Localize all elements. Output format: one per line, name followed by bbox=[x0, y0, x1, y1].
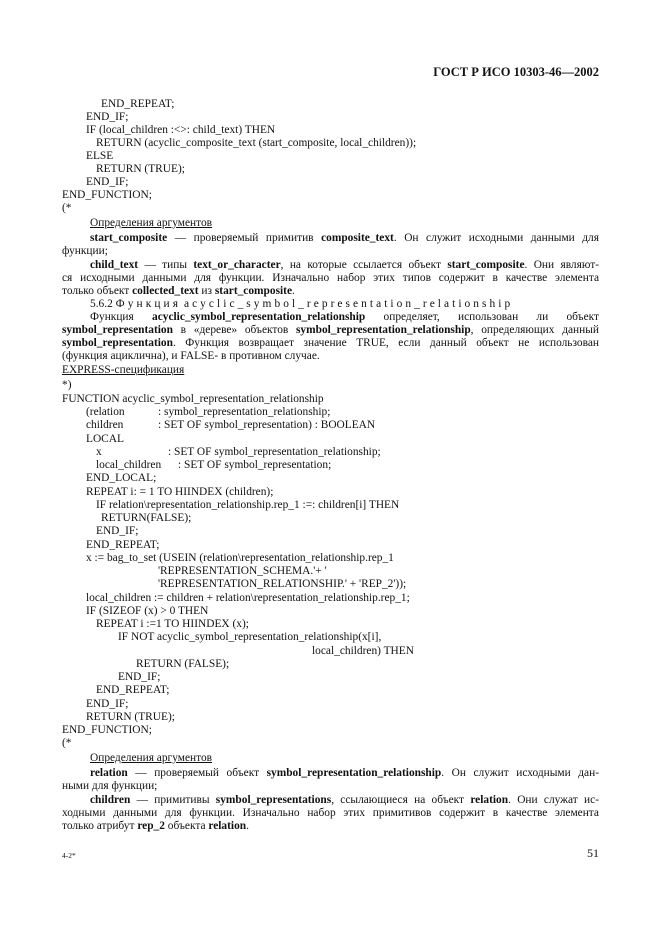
section-number: 5.6.2 bbox=[90, 298, 113, 310]
express-heading: EXPRESS-спецификация bbox=[62, 364, 185, 376]
args-heading: Определения аргументов bbox=[90, 217, 213, 229]
code-line: IF (local_children :<>: child_text) THEN bbox=[86, 124, 276, 136]
code-line: local_children := children + relation\representation_relationship.rep_1; bbox=[86, 592, 410, 604]
code-line: RETURN (TRUE); bbox=[96, 163, 185, 175]
code-line: : SET OF symbol_representation) : BOOLEAN bbox=[158, 419, 376, 431]
section-paragraph-line: symbol_representation в «дереве» объектов symbol_representation_relationship, определяющих данный bbox=[62, 324, 599, 336]
code-line: END_FUNCTION; bbox=[62, 189, 152, 201]
section-paragraph-line: (функция ациклична), и FALSE- в противном случае. bbox=[62, 350, 320, 362]
section-label: Функция bbox=[115, 298, 182, 310]
args-heading: Определения аргументов bbox=[90, 752, 213, 764]
section-heading bbox=[90, 298, 513, 311]
code-line: 'REPRESENTATION_RELATIONSHIP.' + 'REP_2')); bbox=[158, 578, 407, 590]
arg-term: relation bbox=[90, 767, 128, 779]
code-line: RETURN (acyclic_composite_text (start_composite, local_children)); bbox=[96, 137, 417, 149]
code-line: END_REPEAT; bbox=[101, 98, 175, 110]
code-line: REPEAT i :=1 TO HIINDEX (x); bbox=[96, 618, 249, 630]
footer-signature-mark: 4-2* bbox=[62, 851, 76, 860]
code-line: END_IF; bbox=[96, 525, 139, 537]
code-line: END_FUNCTION; bbox=[62, 724, 152, 736]
code-line: : SET OF symbol_representation; bbox=[178, 459, 332, 471]
code-line: children bbox=[86, 419, 124, 431]
code-line: IF relation\representation_relationship.rep_1 :=: children[i] THEN bbox=[96, 499, 400, 511]
section-paragraph-line: symbol_representation. Функция возвращает значение TRUE, если данный объект не использован bbox=[62, 337, 599, 349]
arg-paragraph-line: relation — проверяемый объект symbol_representation_relationship. Он служит исходными дан- bbox=[90, 767, 599, 779]
code-line: RETURN (FALSE); bbox=[136, 658, 230, 670]
code-line: : symbol_representation_relationship; bbox=[158, 406, 331, 418]
arg-term: children bbox=[90, 794, 131, 806]
code-line: x := bag_to_set (USEIN (relation\representation_relationship.rep_1 bbox=[86, 552, 394, 564]
code-line: local_children bbox=[96, 459, 162, 471]
arg-paragraph-line: только атрибут rep_2 объекта relation. bbox=[62, 820, 249, 832]
code-line: IF (SIZEOF (x) > 0 THEN bbox=[86, 605, 209, 617]
section-paragraph-line: Функция acyclic_symbol_representation_relationship определяет, использован ли объект bbox=[90, 311, 599, 323]
arg-term: start_composite bbox=[90, 232, 168, 244]
code-line: 'REPRESENTATION_SCHEMA.'+ ' bbox=[158, 565, 327, 577]
arg-paragraph-line: ными для функции; bbox=[62, 780, 158, 792]
code-line: LOCAL bbox=[86, 433, 124, 445]
code-line: FUNCTION acyclic_symbol_representation_relationship bbox=[62, 393, 324, 405]
code-line: (* bbox=[62, 737, 72, 749]
arg-paragraph-line: ся исходными данными для функции. Изначально набор этих типов содержит в качестве элемента bbox=[62, 272, 599, 284]
arg-paragraph-line: child_text — типы text_or_character, на которые ссылается объект start_composite. Они являют- bbox=[90, 259, 599, 271]
page-number: 51 bbox=[587, 846, 599, 860]
page-header: ГОСТ Р ИСО 10303-46—2002 bbox=[433, 65, 599, 79]
code-line: END_REPEAT; bbox=[86, 539, 160, 551]
code-line: IF NOT acyclic_symbol_representation_relationship(x[i], bbox=[118, 631, 382, 643]
code-line: END_IF; bbox=[118, 671, 161, 683]
arg-paragraph-line: children — примитивы symbol_representations, ссылающиеся на объект relation. Они служат ис- bbox=[90, 794, 599, 806]
code-line: x bbox=[96, 446, 102, 458]
code-line: END_REPEAT; bbox=[96, 684, 170, 696]
code-line: *) bbox=[62, 379, 72, 391]
code-line: (relation bbox=[86, 406, 125, 418]
arg-paragraph-line: только объект collected_text из start_composite. bbox=[62, 285, 295, 297]
code-line: REPEAT i: = 1 TO HIINDEX (children); bbox=[86, 486, 274, 498]
arg-term: child_text bbox=[90, 259, 139, 271]
code-line: (* bbox=[62, 202, 72, 214]
code-line: END_IF; bbox=[86, 698, 129, 710]
code-line: RETURN(FALSE); bbox=[101, 512, 192, 524]
arg-paragraph-line: ходными данными для функции. Изначально набор этих примитивов содержит в качестве элемента bbox=[62, 807, 599, 819]
arg-paragraph-line: start_composite — проверяемый примитив composite_text. Он служит исходными данными для bbox=[90, 232, 599, 244]
arg-paragraph-line: функции; bbox=[62, 245, 108, 257]
code-line: END_IF; bbox=[86, 111, 129, 123]
code-line: ELSE bbox=[86, 150, 114, 162]
code-line: END_LOCAL; bbox=[86, 472, 157, 484]
code-line: : SET OF symbol_representation_relationship; bbox=[168, 446, 381, 458]
section-function-name: acyclic_symbol_representation_relationship bbox=[183, 298, 514, 310]
code-line: END_IF; bbox=[86, 176, 129, 188]
code-line: local_children) THEN bbox=[312, 645, 414, 657]
code-line: RETURN (TRUE); bbox=[86, 711, 175, 723]
